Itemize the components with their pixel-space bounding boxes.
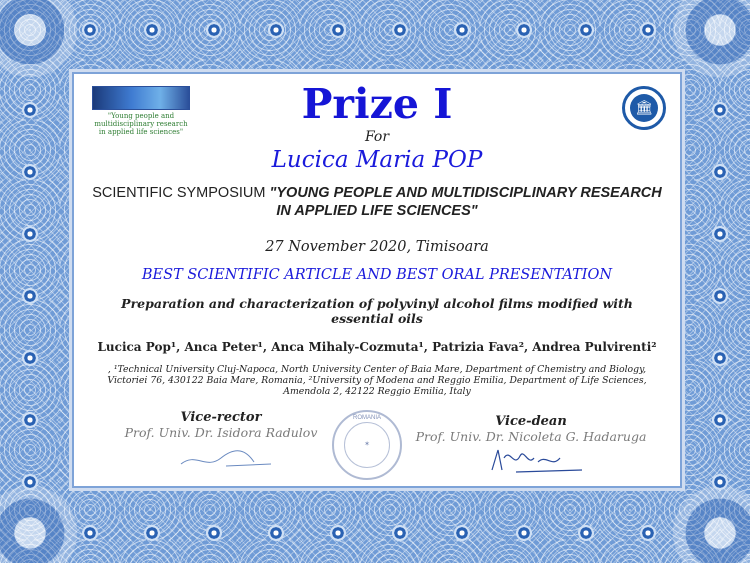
symposium-prefix: SCIENTIFIC SYMPOSIUM bbox=[92, 185, 266, 201]
signature-block-vice-dean bbox=[396, 414, 666, 444]
border-rosette bbox=[577, 524, 595, 542]
border-rosette bbox=[711, 163, 729, 181]
border-rosette bbox=[21, 411, 39, 429]
border-rosette bbox=[711, 287, 729, 305]
border-rosette bbox=[711, 101, 729, 119]
recipient-name: Lucica Maria POP bbox=[271, 147, 483, 173]
signature-icon bbox=[486, 444, 586, 476]
date-location: 27 November 2020, Timisoara bbox=[265, 239, 489, 255]
border-rosette bbox=[329, 21, 347, 39]
border-rosette bbox=[21, 225, 39, 243]
article-title: Preparation and characterization of polyvinyl alcohol films modified with essential oils bbox=[121, 296, 633, 326]
border-rosette bbox=[21, 287, 39, 305]
border-rosette bbox=[267, 21, 285, 39]
border-rosette bbox=[81, 524, 99, 542]
stamp-text: ROMANIA bbox=[352, 415, 381, 421]
border-rosette bbox=[711, 225, 729, 243]
border-rosette bbox=[205, 21, 223, 39]
border-rosette bbox=[143, 524, 161, 542]
border-rosette bbox=[81, 21, 99, 39]
border-rosette bbox=[21, 349, 39, 367]
border-rosette bbox=[711, 473, 729, 491]
border-rosette bbox=[639, 21, 657, 39]
border-rosette bbox=[577, 21, 595, 39]
border-rosette bbox=[453, 524, 471, 542]
signature-icon bbox=[176, 442, 276, 472]
border-rosette bbox=[639, 524, 657, 542]
university-seal-icon: 🏛 bbox=[622, 86, 666, 130]
border-rosette bbox=[21, 101, 39, 119]
signatory-name: Prof. Univ. Dr. Isidora Radulov bbox=[124, 425, 318, 440]
signatory-role: Vice-rector bbox=[180, 410, 262, 425]
logo-caption: "Young people and multidisciplinary research in applied life sciences" bbox=[94, 112, 188, 136]
border-rosette bbox=[515, 524, 533, 542]
certificate-panel bbox=[72, 72, 682, 488]
border-rosette bbox=[329, 524, 347, 542]
signatory-role: Vice-dean bbox=[495, 414, 567, 429]
symposium-name: "YOUNG PEOPLE AND MULTIDISCIPLINARY RESEARCH IN APPLIED LIFE SCIENCES" bbox=[269, 185, 662, 219]
border-rosette bbox=[21, 473, 39, 491]
border-rosette bbox=[391, 524, 409, 542]
affiliations: , ¹Technical University Cluj-Napoca, North University Center of Baia Mare, Department of Chemistry and Biology, Victoriei 76, 430122 Baia Mare, Romania, ²University of Modena and Reggio Emilia, Department of Life Sciences, Amendola 2, 42122 Reggio Emilia, Italy bbox=[107, 364, 647, 397]
award-title: BEST SCIENTIFIC ARTICLE AND BEST ORAL PRESENTATION bbox=[141, 267, 613, 283]
border-rosette bbox=[21, 163, 39, 181]
border-rosette bbox=[515, 21, 533, 39]
authors-line: Lucica Pop¹, Anca Peter¹, Anca Mihaly-Cozmuta¹, Patrizia Fava², Andrea Pulvirenti² bbox=[97, 340, 657, 354]
for-label: For bbox=[364, 129, 390, 145]
border-rosette bbox=[391, 21, 409, 39]
signatory-name: Prof. Univ. Dr. Nicoleta G. Hadaruga bbox=[415, 429, 647, 444]
border-rosette bbox=[267, 524, 285, 542]
official-stamp-icon: ROMANIA ✶ bbox=[332, 410, 402, 480]
border-rosette bbox=[143, 21, 161, 39]
border-rosette bbox=[711, 349, 729, 367]
border-rosette bbox=[711, 411, 729, 429]
border-rosette bbox=[205, 524, 223, 542]
symposium-line bbox=[92, 184, 662, 220]
signature-block-vice-rector bbox=[96, 410, 346, 440]
border-rosette bbox=[453, 21, 471, 39]
prize-title: Prize I bbox=[301, 80, 453, 128]
